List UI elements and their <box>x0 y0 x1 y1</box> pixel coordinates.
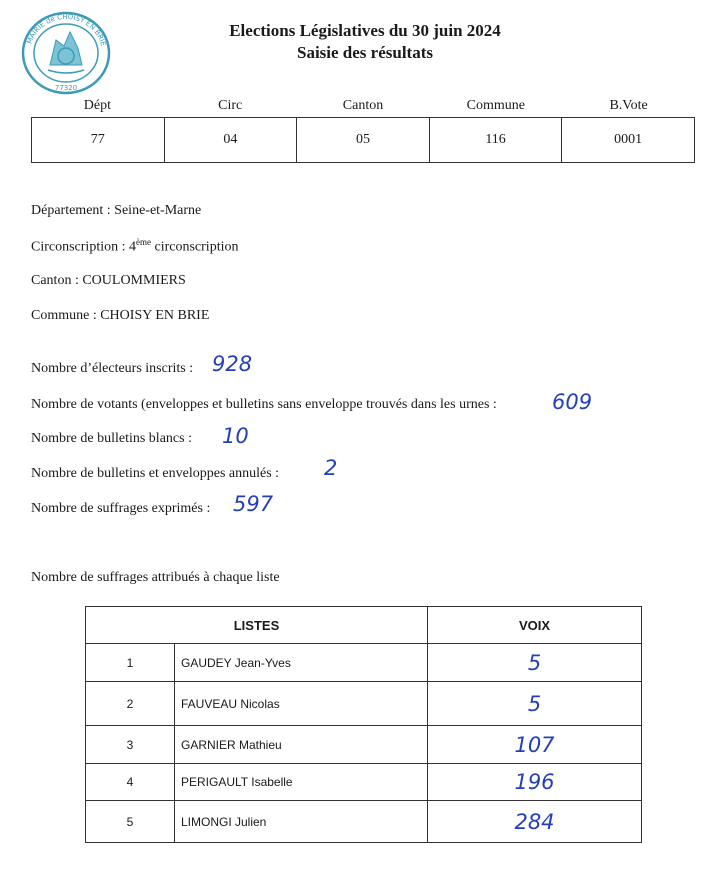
candidate-votes: 5 <box>428 682 642 726</box>
results-table <box>85 606 642 843</box>
value-commune: 116 <box>430 118 563 162</box>
candidate-name: LIMONGI Julien <box>175 801 428 843</box>
commune-line: Commune : CHOISY EN BRIE <box>31 308 210 323</box>
label-commune: Commune <box>466 98 525 113</box>
value-circ: 04 <box>165 118 298 162</box>
inscrits-label: Nombre d’électeurs inscrits : <box>31 361 194 376</box>
svg-text:77320: 77320 <box>54 84 78 92</box>
table-row <box>86 726 642 764</box>
annules-value: 2 <box>324 456 338 480</box>
codes-labels <box>31 98 695 114</box>
blancs-label: Nombre de bulletins blancs : <box>31 431 192 446</box>
label-circ: Circ <box>218 98 243 113</box>
label-dept: Dépt <box>83 98 111 113</box>
blancs-value: 10 <box>222 424 249 448</box>
codes-table <box>31 117 695 163</box>
table-row <box>86 644 642 682</box>
candidate-name: PERIGAULT Isabelle <box>175 764 428 801</box>
annules-label: Nombre de bulletins et enveloppes annulés : <box>31 466 280 481</box>
row-number: 1 <box>86 644 175 682</box>
candidate-name: FAUVEAU Nicolas <box>175 682 428 726</box>
votants-label: Nombre de votants (enveloppes et bulletins sans enveloppe trouvés dans les urnes : <box>31 397 497 412</box>
document-subtitle: Saisie des résultats <box>297 43 433 62</box>
candidate-name: GAUDEY Jean-Yves <box>175 644 428 682</box>
candidate-votes: 196 <box>428 764 642 801</box>
inscrits-value: 928 <box>212 352 253 376</box>
candidate-votes: 284 <box>428 801 642 843</box>
candidate-name: GARNIER Mathieu <box>175 726 428 764</box>
table-row <box>86 764 642 801</box>
label-canton: Canton <box>342 98 384 113</box>
candidate-votes: 107 <box>428 726 642 764</box>
table-row <box>86 682 642 726</box>
departement-line: Département : Seine-et-Marne <box>31 203 202 218</box>
votants-value: 609 <box>552 390 593 414</box>
results-header-row <box>86 607 642 644</box>
circ-prefix: Circonscription : 4 <box>31 239 136 255</box>
row-number: 5 <box>86 801 175 843</box>
svg-text:MAIRIE de CHOISY EN BRIE: MAIRIE de CHOISY EN BRIE <box>25 12 108 47</box>
label-bureau-vote: B.Vote <box>609 98 648 113</box>
canton-line: Canton : COULOMMIERS <box>31 273 186 288</box>
col-voix: VOIX <box>428 607 642 644</box>
row-number: 3 <box>86 726 175 764</box>
value-dept: 77 <box>32 118 165 162</box>
circ-sup: ème <box>136 237 151 247</box>
circonscription-line <box>31 237 238 256</box>
results-intro: Nombre de suffrages attribués à chaque liste <box>31 570 280 585</box>
col-listes: LISTES <box>86 607 428 644</box>
mairie-stamp <box>20 10 112 96</box>
exprimes-value: 597 <box>233 492 274 516</box>
value-canton: 05 <box>297 118 430 162</box>
value-bureau-vote: 0001 <box>614 132 643 147</box>
row-number: 4 <box>86 764 175 801</box>
row-number: 2 <box>86 682 175 726</box>
candidate-votes: 5 <box>428 644 642 682</box>
document-title: Elections Législatives du 30 juin 2024 <box>229 21 501 40</box>
table-row <box>86 801 642 843</box>
exprimes-label: Nombre de suffrages exprimés : <box>31 501 211 516</box>
circ-suffix: circonscription <box>151 239 239 255</box>
